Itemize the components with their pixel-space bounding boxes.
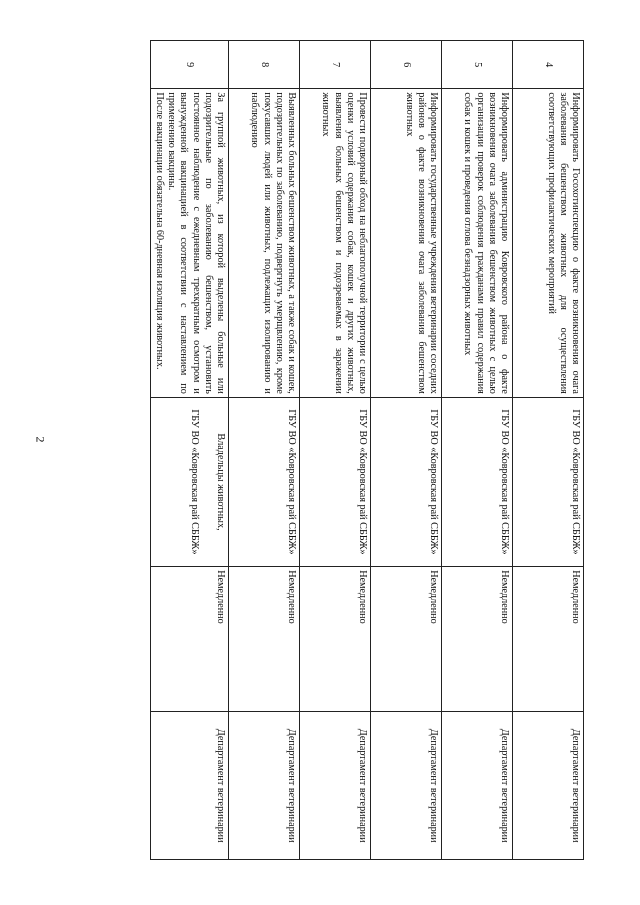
executor-cell bbox=[371, 397, 442, 566]
term-cell: Немедленно bbox=[150, 567, 228, 712]
action-text: Информировать администрацию Ковровского района о факте возникновения очага заболевания бешенством животных с целью организации проверок соблюдения гражданами правил содержания собак и кошек и проведения отлова безнадзорных животных bbox=[462, 92, 510, 394]
rotated-content bbox=[64, 40, 584, 860]
action-text: Выявленных больных бешенством животных, а также собак и кошек, подозрительных по заболеванию, подвергнуть умерщвлению, кроме покусавших людей или животных, подлежащих изолированию и наблюдению bbox=[249, 92, 297, 394]
table-row bbox=[300, 41, 371, 860]
action-cell bbox=[229, 89, 300, 397]
executor-cell bbox=[229, 397, 300, 566]
executor-text: ГБУ ВО «Ковровская рай СББЖ» bbox=[286, 409, 297, 555]
executor-text: ГБУ ВО «Ковровская рай СББЖ» bbox=[499, 409, 510, 555]
action-cell bbox=[371, 89, 442, 397]
term-cell: Немедленно bbox=[300, 567, 371, 712]
term-cell: Немедленно bbox=[371, 567, 442, 712]
row-number: 4 bbox=[513, 41, 584, 89]
responsible-cell: Департамент ветеринарии bbox=[150, 712, 228, 860]
row-number: 8 bbox=[229, 41, 300, 89]
row-number: 9 bbox=[150, 41, 228, 89]
action-cell bbox=[442, 89, 513, 397]
measures-table bbox=[150, 40, 584, 860]
responsible-cell: Департамент ветеринарии bbox=[513, 712, 584, 860]
table-row bbox=[229, 41, 300, 860]
table-row bbox=[513, 41, 584, 860]
executor-cell bbox=[150, 397, 228, 566]
table-row bbox=[150, 41, 228, 860]
term-cell: Немедленно bbox=[513, 567, 584, 712]
action-cell bbox=[300, 89, 371, 397]
action-extra-text: После вакцинации обязательна 60-дневная изоляция животных. bbox=[153, 92, 165, 370]
executor-cell bbox=[300, 397, 371, 566]
term-cell: Немедленно bbox=[442, 567, 513, 712]
responsible-cell: Департамент ветеринарии bbox=[442, 712, 513, 860]
document-sheet bbox=[64, 40, 584, 860]
responsible-cell: Департамент ветеринарии bbox=[300, 712, 371, 860]
executor-cell bbox=[513, 397, 584, 566]
row-number: 6 bbox=[371, 41, 442, 89]
measures-table-body bbox=[150, 41, 583, 860]
responsible-cell: Департамент ветеринарии bbox=[229, 712, 300, 860]
executor-text: ГБУ ВО «Ковровская рай СББЖ» bbox=[428, 409, 439, 555]
action-text: Информировать государственные учреждения ветеринарии соседних районов о факте возникновения очага заболевания бешенством животных bbox=[403, 92, 439, 394]
table-row bbox=[442, 41, 513, 860]
executor-text: ГБУ ВО «Ковровская рай СББЖ» bbox=[570, 409, 581, 555]
table-row bbox=[371, 41, 442, 860]
executor-text: Владельцы животных, bbox=[215, 433, 226, 531]
row-number: 7 bbox=[300, 41, 371, 89]
executor-text: ГБУ ВО «Ковровская рай СББЖ» bbox=[357, 409, 368, 555]
term-cell: Немедленно bbox=[229, 567, 300, 712]
page-number: 2 bbox=[33, 436, 48, 443]
executor-cell bbox=[442, 397, 513, 566]
action-cell bbox=[513, 89, 584, 397]
executor-extra-text: ГБУ ВО «Ковровская рай СББЖ» bbox=[188, 409, 200, 555]
responsible-cell: Департамент ветеринарии bbox=[371, 712, 442, 860]
action-cell bbox=[150, 89, 228, 397]
row-number: 5 bbox=[442, 41, 513, 89]
action-text: Провести подворный обход на неблагополучной территории с целью оценки условий содержания собак, кошек и других животных, выявления больных бешенством и подозреваемых в заражении животных bbox=[320, 92, 368, 394]
action-text: Информировать Госохотинспекцию о факте возникновения очага заболевания бешенством животных для осуществления соответствующих профилактических мероприятий bbox=[545, 92, 581, 394]
action-text: За группой животных, из которой выделены больные или подозрительные по заболеванию бешенством, установить постоянное наблюдение с ежедневным трехкратным осмотром и вынужденной вакцинацией в соответствии с наставлением по применению вакцины. bbox=[166, 92, 226, 394]
